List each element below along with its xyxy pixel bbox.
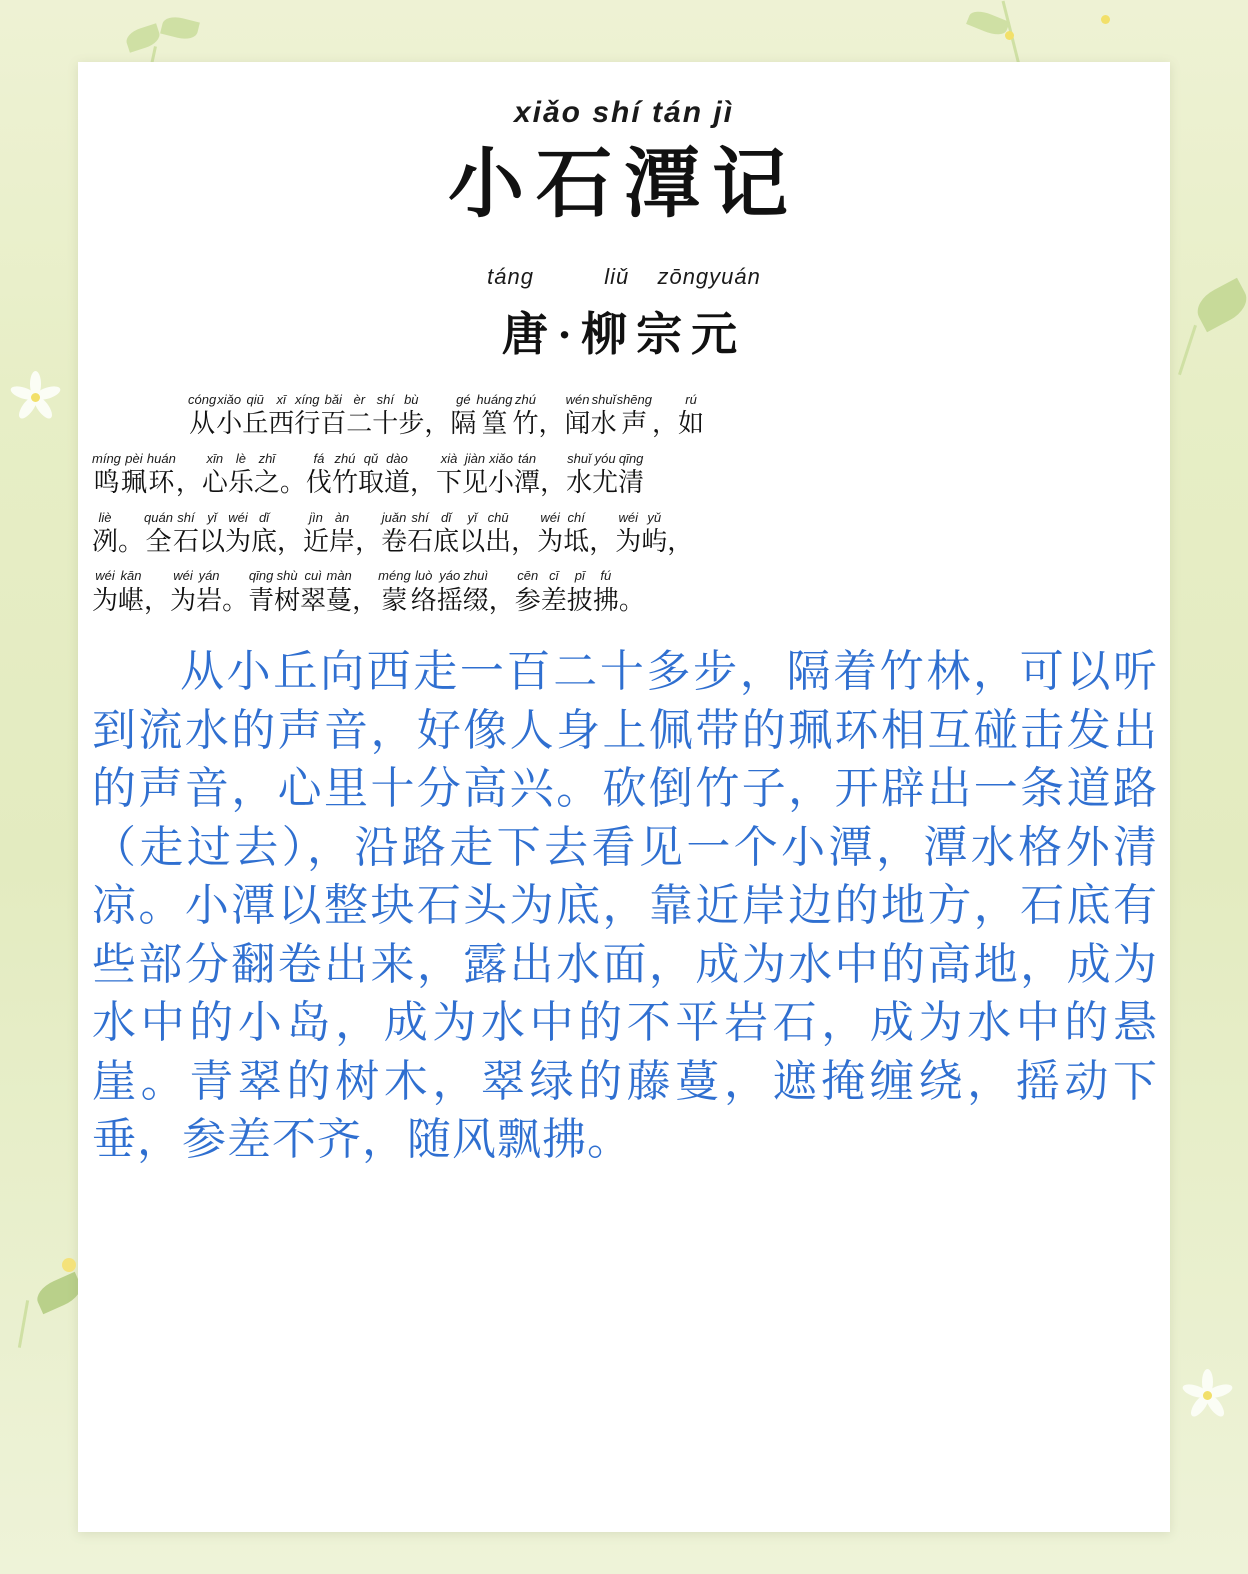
pinyin-text: shuǐ [567, 450, 592, 466]
ruby-token [463, 568, 489, 617]
hanzi-text: 篁 [481, 409, 508, 439]
punctuation-token [410, 451, 436, 500]
pinyin-text: shuǐ [591, 391, 616, 407]
hanzi-text: 竹 [331, 468, 358, 498]
pinyin-text: cī [549, 568, 559, 584]
hanzi-text: 如 [678, 409, 705, 439]
hanzi-text: 。 [118, 527, 145, 557]
pinyin-text: cóng [188, 391, 217, 407]
hanzi-text: 为 [170, 585, 197, 615]
pinyin-text: chí [567, 509, 585, 525]
pinyin-text: yǐ [207, 509, 217, 525]
punctuation-token [619, 568, 645, 617]
pinyin-text: zhú [515, 391, 536, 407]
ruby-token [567, 568, 593, 617]
hanzi-text: 出 [485, 527, 512, 557]
hanzi-text: ， [540, 468, 567, 498]
punctuation-token [222, 568, 248, 617]
hanzi-text: 披 [566, 585, 593, 615]
pinyin-text: shù [276, 568, 298, 584]
pinyin-text: èr [353, 391, 366, 407]
ruby-token [398, 392, 424, 441]
hanzi-text: 丘 [242, 409, 269, 439]
punctuation-token [540, 451, 566, 500]
passage-line [92, 392, 1160, 441]
hanzi-text: 冽 [92, 527, 119, 557]
ruby-token [228, 451, 254, 500]
hanzi-text: 二 [346, 409, 373, 439]
ruby-token [188, 392, 216, 441]
hanzi-text: 小 [488, 468, 515, 498]
ruby-token [485, 510, 511, 559]
hanzi-text: 闻 [564, 409, 591, 439]
ruby-token [92, 510, 118, 559]
hanzi-text: ， [488, 585, 515, 615]
ruby-token [618, 451, 644, 500]
author-pinyin-dynasty: táng [487, 263, 534, 289]
pinyin-text: méng [378, 568, 411, 584]
paper-sheet [78, 62, 1170, 1532]
pinyin-text: shēng [616, 391, 652, 407]
ruby-token [515, 568, 541, 617]
ruby-token [436, 451, 462, 500]
pinyin-text: yóu [594, 450, 616, 466]
pinyin-text: chū [487, 509, 509, 525]
pinyin-text: màn [326, 568, 352, 584]
pinyin-text: zhú [334, 450, 356, 466]
hanzi-text: ， [175, 468, 202, 498]
pinyin-text: yǔ [647, 509, 662, 525]
ruby-token [300, 568, 326, 617]
punctuation-token [355, 510, 381, 559]
hanzi-text: ， [589, 527, 616, 557]
hanzi-text: 行 [294, 409, 321, 439]
hanzi-text: 屿 [641, 527, 668, 557]
document-content [78, 62, 1170, 1170]
ruby-token [462, 451, 488, 500]
ruby-token [563, 510, 589, 559]
pinyin-text: shí [411, 509, 429, 525]
punctuation-token [277, 510, 303, 559]
pinyin-text: dǐ [258, 509, 270, 525]
ruby-token [118, 568, 144, 617]
pinyin-text: quán [144, 509, 173, 525]
pinyin-text: bù [404, 391, 419, 407]
ruby-token [144, 510, 173, 559]
punctuation-token [511, 510, 537, 559]
ruby-token [591, 392, 617, 441]
ruby-token [216, 392, 242, 441]
author-pinyin [78, 264, 1170, 290]
hanzi-text: 尤 [592, 468, 619, 498]
passage-line [92, 568, 1160, 617]
ruby-token [437, 568, 463, 617]
punctuation-token [144, 568, 170, 617]
punctuation-token [352, 568, 378, 617]
ruby-token [251, 510, 277, 559]
hanzi-text: 树 [274, 585, 301, 615]
pinyin-text: qīng [618, 450, 644, 466]
pinyin-text: yáo [439, 568, 461, 584]
ruby-token [433, 510, 459, 559]
pinyin-text: dào [386, 450, 408, 466]
ruby-token [147, 451, 176, 500]
pinyin-text: yán [198, 568, 220, 584]
pinyin-text: dǐ [441, 509, 452, 525]
pinyin-text: xiǎo [217, 391, 242, 407]
hanzi-text: 小 [216, 409, 243, 439]
pinyin-text: xīn [206, 450, 224, 466]
hanzi-text: ， [352, 585, 379, 615]
ruby-token [225, 510, 251, 559]
pinyin-text: luò [415, 568, 433, 584]
ruby-token [358, 451, 384, 500]
punctuation-token [176, 451, 202, 500]
pinyin-text: wéi [173, 568, 193, 584]
hanzi-text: 翠 [300, 585, 327, 615]
ruby-token [332, 451, 358, 500]
ruby-token [92, 568, 118, 617]
hanzi-text: 百 [320, 409, 347, 439]
hanzi-text: 隔 [450, 409, 477, 439]
hanzi-text: 之 [253, 468, 280, 498]
pinyin-text: kān [120, 568, 142, 584]
hanzi-text: 清 [618, 468, 645, 498]
pinyin-text: qīng [248, 568, 274, 584]
annotated-passage [78, 392, 1170, 617]
ruby-token [202, 451, 228, 500]
pinyin-text: zhuì [463, 568, 489, 584]
hanzi-text: ， [652, 409, 679, 439]
hanzi-text: 岸 [329, 527, 356, 557]
hanzi-text: 竹 [512, 409, 539, 439]
ruby-token [537, 510, 563, 559]
pinyin-text: yǐ [467, 509, 477, 525]
hanzi-text: 近 [303, 527, 330, 557]
ruby-token [593, 568, 619, 617]
hanzi-text: 。 [279, 468, 306, 498]
hanzi-text: 伐 [305, 468, 332, 498]
ruby-token [617, 392, 652, 441]
ruby-token [411, 568, 437, 617]
ruby-token [372, 392, 398, 441]
pinyin-text: shí [177, 509, 195, 525]
pinyin-text: cuì [304, 568, 322, 584]
hanzi-text: 差 [540, 585, 567, 615]
hanzi-text: 蔓 [326, 585, 353, 615]
pinyin-text: rú [685, 391, 697, 407]
ruby-token [346, 392, 372, 441]
hanzi-text: 为 [224, 527, 251, 557]
ruby-token [384, 451, 410, 500]
hanzi-text: 络 [410, 585, 437, 615]
ruby-token [615, 510, 641, 559]
punctuation-token [589, 510, 615, 559]
hanzi-text: 青 [248, 585, 275, 615]
pinyin-text: jìn [309, 509, 323, 525]
hanzi-text: 为 [537, 527, 564, 557]
hanzi-text: 环 [148, 468, 175, 498]
hanzi-text: 鸣 [93, 468, 120, 498]
pinyin-text: wéi [540, 509, 560, 525]
hanzi-text: 潭 [514, 468, 541, 498]
ruby-token [196, 568, 222, 617]
ruby-token [641, 510, 667, 559]
pinyin-text: míng [92, 450, 121, 466]
punctuation-token [539, 392, 565, 441]
ruby-token [459, 510, 485, 559]
pinyin-text: lè [235, 450, 246, 466]
hanzi-text: 岩 [196, 585, 223, 615]
pinyin-text: wéi [228, 509, 248, 525]
pinyin-text: pèi [125, 450, 143, 466]
passage-line [92, 510, 1160, 559]
author-pinyin-surname: liǔ [604, 263, 630, 289]
ruby-token [242, 392, 268, 441]
ruby-token [274, 568, 300, 617]
ruby-token [268, 392, 294, 441]
translation-paragraph: 从小丘向西走一百二十多步，隔着竹林，可以听到流水的声音，好像人身上佩带的珮环相互碰击发出的声音，心里十分高兴。砍倒竹子，开辟出一条道路（走过去），沿路走下去看见一个小潭，潭水格外清凉。小潭以整块石头为底，靠近岸边的地方，石底有些部分翻卷出来，露出水面，成为水中的高地，成为水中的小岛，成为水中的不平岩石，成为水中的悬崖。青翠的树木，翠绿的藤蔓，遮掩缠绕，摇动下垂，参差不齐，随风飘拂。 [92, 647, 1158, 1165]
ruby-token [378, 568, 411, 617]
ruby-token [678, 392, 704, 441]
pinyin-text: jiàn [464, 450, 486, 466]
hanzi-text: 从 [189, 409, 216, 439]
pinyin-text: àn [334, 509, 350, 525]
punctuation-token [424, 392, 450, 441]
hanzi-text: ， [355, 527, 382, 557]
pinyin-text: bǎi [324, 391, 342, 407]
hanzi-text: 摇 [436, 585, 463, 615]
pinyin-text: wéi [95, 568, 115, 584]
ruby-token [488, 451, 514, 500]
punctuation-token [652, 392, 678, 441]
ruby-token [329, 510, 355, 559]
hanzi-text: 道 [383, 468, 410, 498]
pinyin-text: huáng [476, 391, 513, 407]
hanzi-text: 参 [514, 585, 541, 615]
pinyin-text: shí [376, 391, 394, 407]
hanzi-text: 拂 [592, 585, 619, 615]
hanzi-text: 取 [357, 468, 384, 498]
pinyin-text: xiǎo [489, 450, 513, 466]
ruby-token [476, 392, 512, 441]
ruby-token [592, 451, 618, 500]
hanzi-text: 声 [621, 409, 648, 439]
pinyin-text: xià [440, 450, 458, 466]
ruby-token [381, 510, 407, 559]
ruby-token [306, 451, 332, 500]
hanzi-text: 嵁 [118, 585, 145, 615]
hanzi-text: 为 [92, 585, 119, 615]
hanzi-text: 为 [615, 527, 642, 557]
ruby-token [303, 510, 329, 559]
hanzi-text: 全 [145, 527, 172, 557]
hanzi-text: 缀 [462, 585, 489, 615]
pinyin-text: wén [565, 391, 590, 407]
pinyin-text: cēn [517, 568, 539, 584]
hanzi-text: 底 [251, 527, 278, 557]
hanzi-text: ， [538, 409, 565, 439]
pinyin-text: tán [518, 450, 537, 466]
hanzi-text: 。 [222, 585, 249, 615]
ruby-token [320, 392, 346, 441]
hanzi-text: 水 [590, 409, 617, 439]
pinyin-text: liè [98, 509, 112, 525]
pinyin-text: juǎn [381, 509, 407, 525]
author-name: 唐·柳宗元 [501, 308, 747, 360]
ruby-token [513, 392, 539, 441]
ruby-token [450, 392, 476, 441]
hanzi-text: 见 [462, 468, 489, 498]
pinyin-text: xíng [294, 391, 320, 407]
pinyin-text: wéi [618, 509, 638, 525]
ruby-token [254, 451, 280, 500]
ruby-token [199, 510, 225, 559]
hanzi-text: 蒙 [381, 585, 408, 615]
hanzi-text: 十 [372, 409, 399, 439]
pinyin-text: qiū [246, 391, 264, 407]
ruby-token [565, 392, 591, 441]
pinyin-text: huán [146, 450, 176, 466]
hanzi-text: 乐 [227, 468, 254, 498]
pinyin-text: qǔ [363, 450, 379, 466]
pinyin-text: xī [276, 391, 286, 407]
page-title: 小石潭记 [448, 143, 800, 227]
hanzi-text: 心 [201, 468, 228, 498]
hanzi-text: ， [277, 527, 304, 557]
hanzi-text: ， [424, 409, 451, 439]
pinyin-text: fú [600, 568, 612, 584]
hanzi-text: 。 [618, 585, 645, 615]
hanzi-text: 卷 [381, 527, 408, 557]
ruby-token [326, 568, 352, 617]
ruby-token [541, 568, 567, 617]
ruby-token [121, 451, 147, 500]
author-pinyin-given: zōngyuán [657, 263, 761, 289]
hanzi-text: 西 [268, 409, 295, 439]
ruby-token [566, 451, 592, 500]
ruby-token [170, 568, 196, 617]
punctuation-token [489, 568, 515, 617]
hanzi-text: 以 [459, 527, 486, 557]
hanzi-text: 下 [436, 468, 463, 498]
hanzi-text: 底 [433, 527, 460, 557]
hanzi-text: ， [511, 527, 538, 557]
ruby-token [92, 451, 121, 500]
hanzi-text: ， [409, 468, 436, 498]
hanzi-text: 水 [566, 468, 593, 498]
hanzi-text: 石 [172, 527, 199, 557]
punctuation-token [118, 510, 144, 559]
passage-line [92, 451, 1160, 500]
ruby-token [407, 510, 433, 559]
hanzi-text: 以 [198, 527, 225, 557]
ruby-token [514, 451, 540, 500]
pinyin-text: pī [574, 568, 585, 584]
pinyin-text: zhī [258, 450, 276, 466]
punctuation-token [280, 451, 306, 500]
hanzi-text: 步 [398, 409, 425, 439]
hanzi-text: ， [667, 527, 694, 557]
ruby-token [294, 392, 320, 441]
ruby-token [248, 568, 274, 617]
punctuation-token [667, 510, 693, 559]
hanzi-text: 石 [407, 527, 434, 557]
hanzi-text: ， [144, 585, 171, 615]
hanzi-text: 坻 [563, 527, 590, 557]
title-pinyin: xiǎo shí tán jì [513, 96, 735, 129]
pinyin-text: gé [456, 391, 471, 407]
pinyin-text: fá [313, 450, 325, 466]
ruby-token [173, 510, 199, 559]
hanzi-text: 珮 [120, 468, 147, 498]
